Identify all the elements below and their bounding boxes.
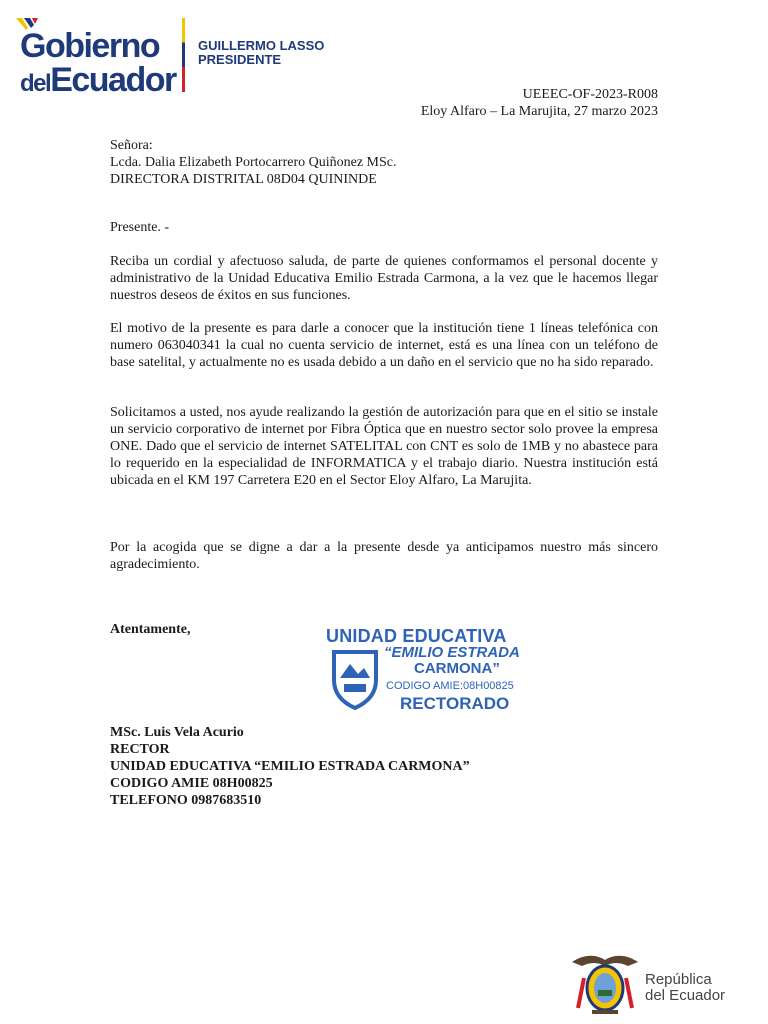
recipient-greeting: Señora: [110, 138, 153, 153]
logo-text-ecuador [20, 62, 176, 105]
recipient-name: Lcda. Dalia Elizabeth Portocarrero Quiñonez MSc. [110, 155, 397, 170]
recipient-block [110, 137, 397, 188]
logo-text-del: del [20, 70, 51, 97]
gobierno-logo [8, 12, 348, 99]
stamp-line-5: RECTORADO [400, 694, 510, 713]
signer-code: CODIGO AMIE 08H00825 [110, 776, 273, 791]
place-date: Eloy Alfaro – La Marujita, 27 marzo 2023 [420, 104, 658, 119]
president-name: GUILLERMO LASSO [198, 38, 325, 53]
signer-name: MSc. Luis Vela Acurio [110, 725, 244, 740]
stamp-line-4: CODIGO AMIE:08H00825 [386, 680, 514, 692]
logo-text-gobierno: Gobierno [20, 27, 160, 65]
footer-republica [645, 972, 725, 1004]
signer-role: RECTOR [110, 742, 170, 757]
signer-institution: UNIDAD EDUCATIVA “EMILIO ESTRADA CARMONA” [110, 759, 470, 774]
recipient-position: DIRECTORA DISTRITAL 08D04 QUININDE [110, 172, 377, 187]
body-paragraph-2: El motivo de la presente es para darle a conocer que la institución tiene 1 líneas telefónica con numero 063040341 la cual no cuenta servicio de internet, está es una línea con un teléfono de base satelital, y actualmente no es usada debido a un daño en el servicio que no ha sido reparado. [110, 321, 658, 370]
salutation: Presente. - [110, 220, 170, 235]
institution-stamp [322, 624, 550, 716]
signature-block [110, 724, 470, 809]
stamp-line-3: CARMONA” [414, 660, 500, 677]
document-reference [421, 86, 658, 120]
logo-divider [182, 18, 185, 92]
footer-line-2: del Ecuador [645, 987, 726, 1004]
logo-text-ecuador-word: Ecuador [50, 61, 176, 99]
signer-phone: TELEFONO 0987683510 [110, 793, 262, 808]
stamp-line-1: UNIDAD EDUCATIVA [326, 626, 507, 646]
president-title: PRESIDENTE [198, 52, 282, 67]
coat-of-arms-icon [570, 948, 640, 1020]
closing: Atentamente, [110, 622, 191, 637]
president-block [198, 39, 324, 67]
reference-code: UEEEC-OF-2023-R008 [522, 87, 658, 102]
footer-line-1: República [645, 971, 712, 988]
body-paragraph-4: Por la acogida que se digne a dar a la presente desde ya anticipamos nuestro más sincero agradecimiento. [110, 540, 658, 572]
body-paragraph-1: Reciba un cordial y afectuoso saluda, de parte de quienes conformamos el personal docente y administrativo de la Unidad Educativa Emilio Estrada Carmona, a la vez que le hacemos llegar nuestros deseos de éxitos en sus funciones. [110, 254, 658, 303]
body-paragraph-3: Solicitamos a usted, nos ayude realizando la gestión de autorización para que en el sitio se instale un servicio corporativo de internet por Fibra Óptica que en nuestro sector solo provee la empresa ONE. Dado que el servicio de internet SATELITAL con CNT es solo de 1MB y no abastece para lo requerido en la especialidad de INFORMATICA y el trabajo diario. Nuestra institución está ubicada en el KM 197 Carretera E20 en el Sector Eloy Alfaro, La Marujita. [110, 405, 658, 488]
stamp-line-2: “EMILIO ESTRADA [384, 644, 520, 661]
shield-icon [330, 648, 380, 710]
